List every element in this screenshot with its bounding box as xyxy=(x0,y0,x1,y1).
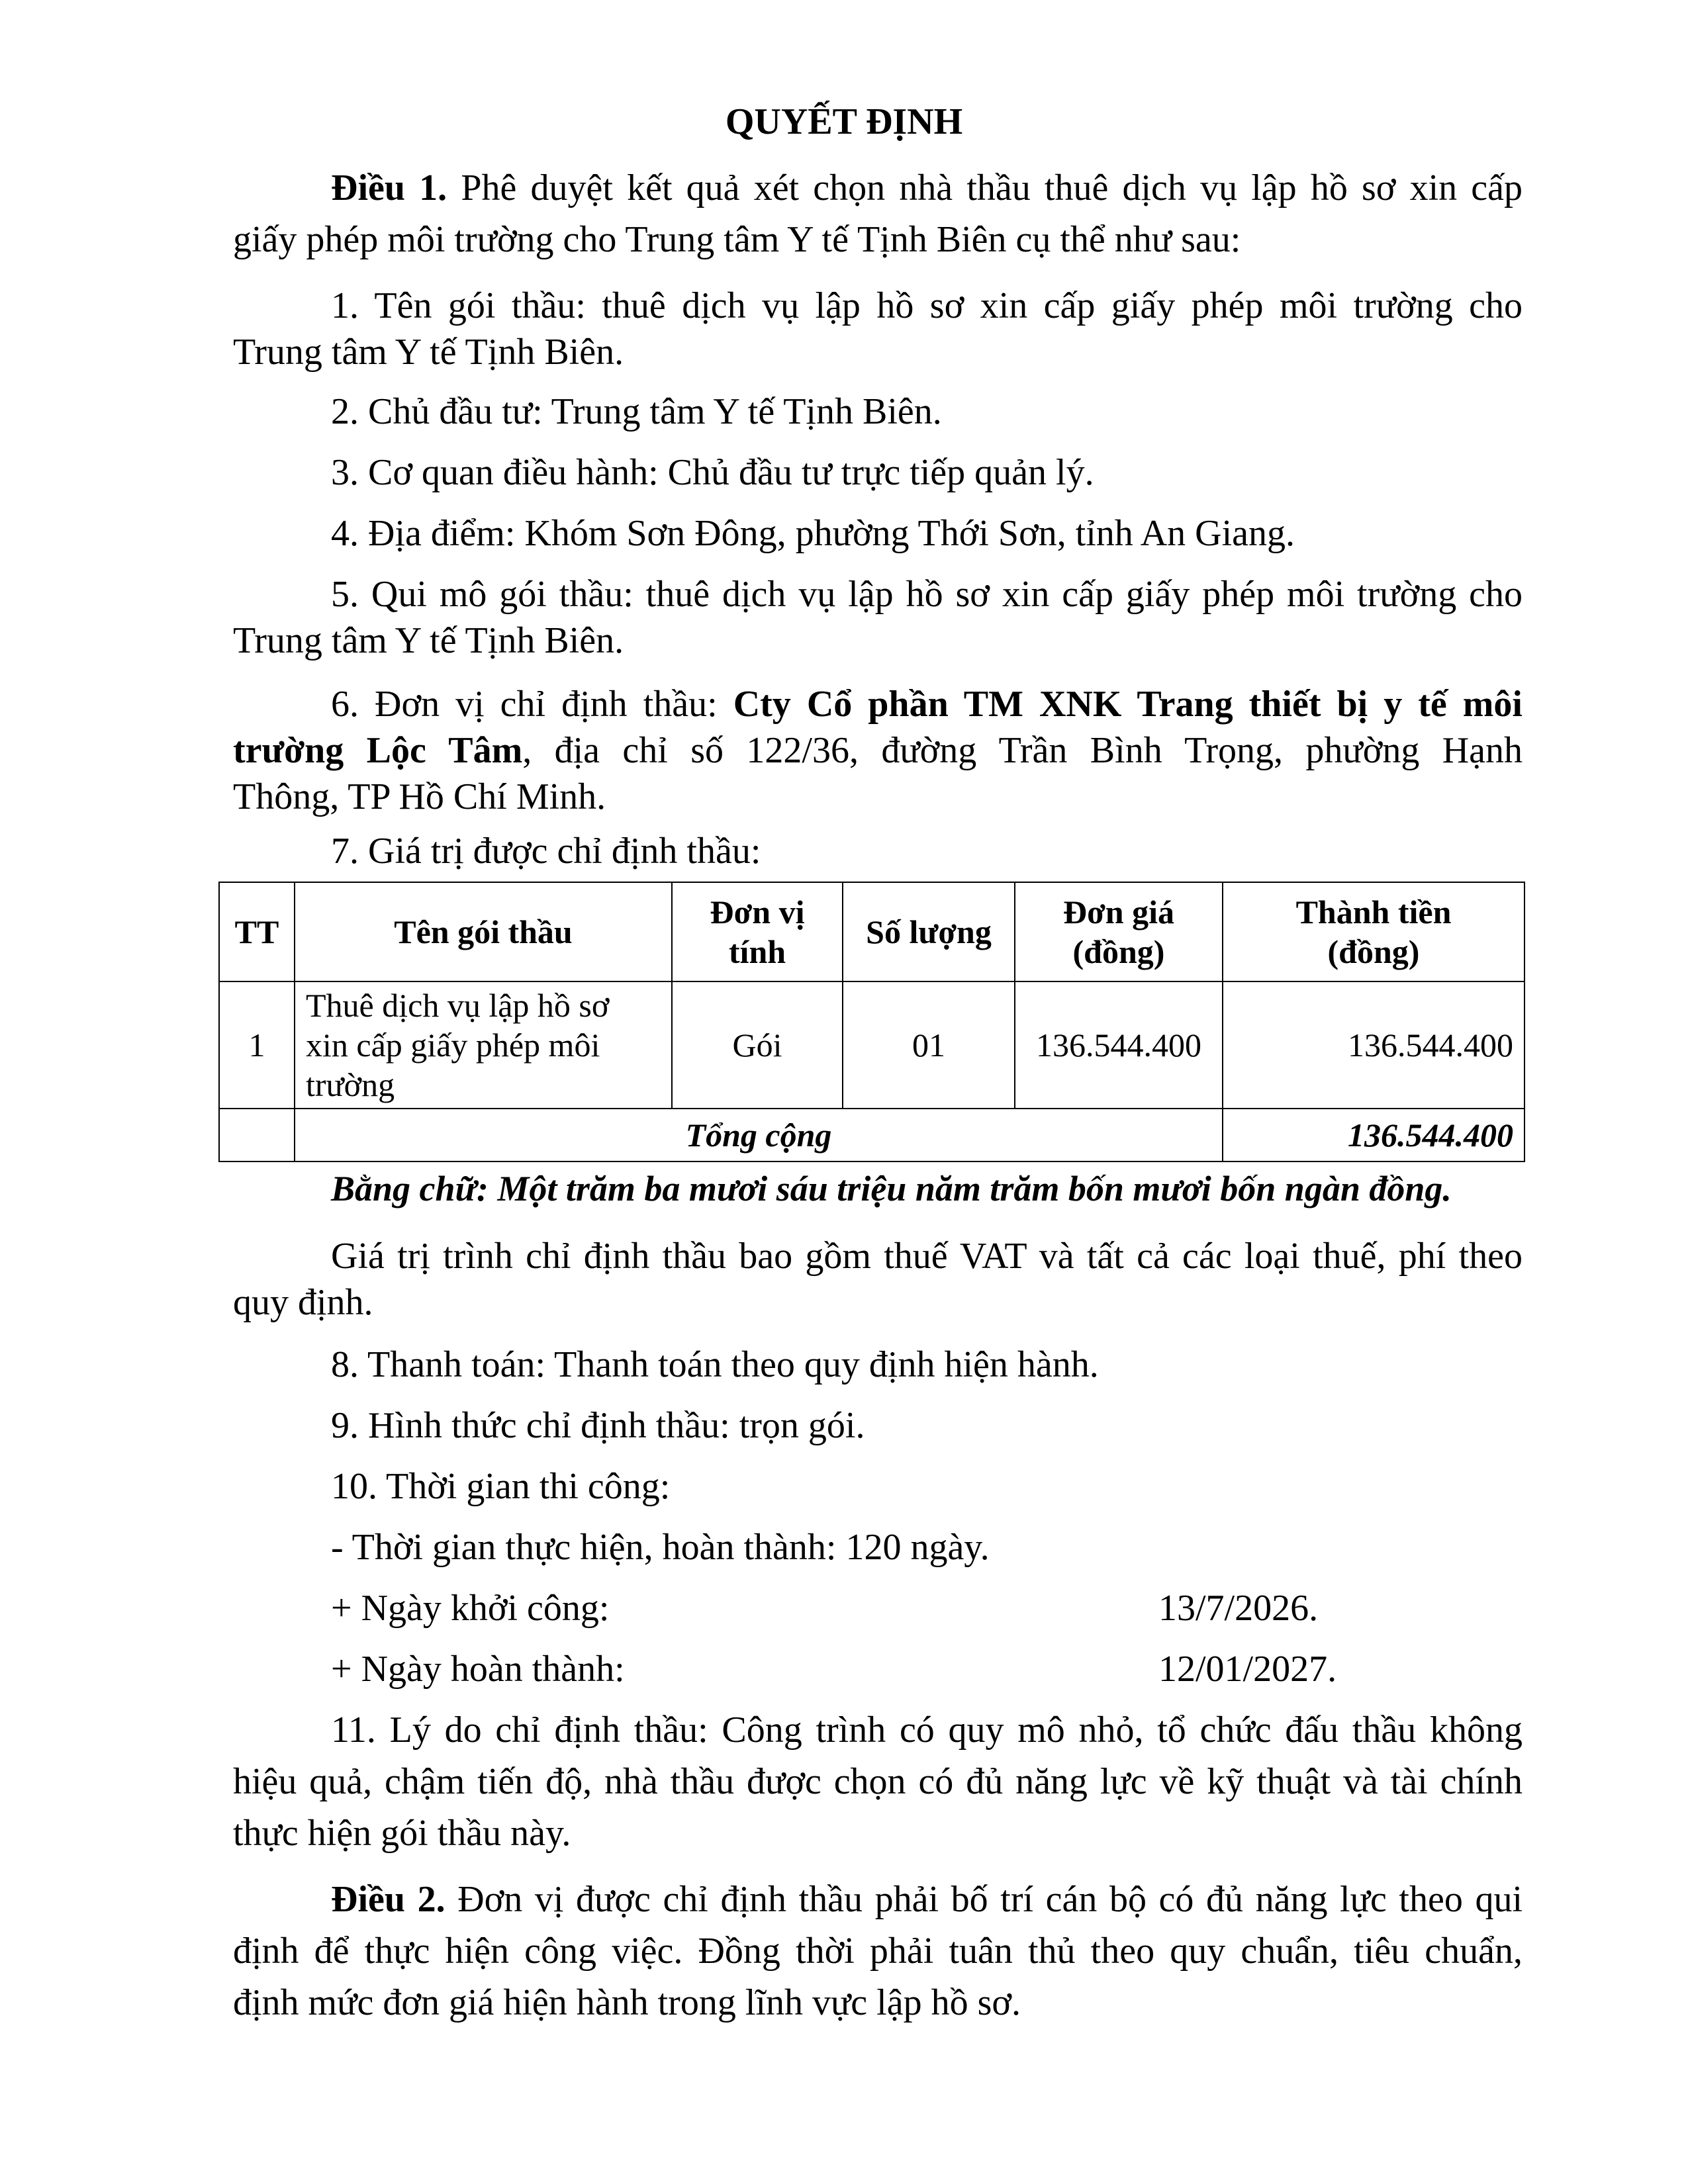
article-1-label: Điều 1. xyxy=(331,167,447,208)
cell-amount: 136.544.400 xyxy=(1223,981,1524,1109)
contractor-name: Cty Cổ phần TM XNK Trang thiết bị y tế môi xyxy=(733,684,1523,725)
document-title: QUYẾT ĐỊNH xyxy=(725,101,963,142)
header-quantity: Số lượng xyxy=(843,882,1015,981)
item-10: 10. Thời gian thi công: xyxy=(331,1466,671,1507)
item-5-line-2: Trung tâm Y tế Tịnh Biên. xyxy=(233,620,624,661)
header-unit: Đơn vị tính xyxy=(672,882,843,981)
cell-tt: 1 xyxy=(219,981,295,1109)
item-4: 4. Địa điểm: Khóm Sơn Đông, phường Thới Sơn, tỉnh An Giang. xyxy=(331,513,1295,554)
header-amount: Thành tiền (đồng) xyxy=(1223,882,1524,981)
header-tt: TT xyxy=(219,882,295,981)
table-header-row xyxy=(219,882,1524,981)
item-11-line-1: 11. Lý do chỉ định thầu: Công trình có quy mô nhỏ, tổ chức đấu thầu không xyxy=(331,1709,1523,1751)
cell-quantity: 01 xyxy=(843,981,1015,1109)
item-11-line-2: hiệu quả, chậm tiến độ, nhà thầu được chọn có đủ năng lực về kỹ thuật và tài chính xyxy=(233,1761,1523,1802)
article-2-line-1: Điều 2. Đơn vị được chỉ định thầu phải bố trí cán bộ có đủ năng lực theo qui xyxy=(331,1879,1523,1920)
cell-unit-price: 136.544.400 xyxy=(1015,981,1223,1109)
vat-note-line-1: Giá trị trình chỉ định thầu bao gồm thuế VAT và tất cả các loại thuế, phí theo xyxy=(331,1236,1523,1277)
item-1-line-1: 1. Tên gói thầu: thuê dịch vụ lập hồ sơ xin cấp giấy phép môi trường cho xyxy=(331,285,1523,326)
price-table xyxy=(218,882,1525,1162)
cell-total-blank xyxy=(219,1109,295,1161)
amount-in-words: Bằng chữ: Một trăm ba mươi sáu triệu năm trăm bốn mươi bốn ngàn đồng. xyxy=(331,1169,1452,1208)
vat-note-line-2: quy định. xyxy=(233,1282,373,1323)
article-1-line-2: giấy phép môi trường cho Trung tâm Y tế Tịnh Biên cụ thể như sau: xyxy=(233,219,1241,260)
contractor-name-cont: trường Lộc Tâm xyxy=(233,730,523,771)
duration-line: - Thời gian thực hiện, hoàn thành: 120 ngày. xyxy=(331,1527,990,1568)
item-6-line-3: Thông, TP Hồ Chí Minh. xyxy=(233,776,606,817)
total-value: 136.544.400 xyxy=(1223,1109,1524,1161)
article-2-line-3: định mức đơn giá hiện hành trong lĩnh vực lập hồ sơ. xyxy=(233,1982,1021,2023)
finish-date: 12/01/2027. xyxy=(1158,1649,1337,1690)
item-6-line-2: trường Lộc Tâm, địa chỉ số 122/36, đường Trần Bình Trọng, phường Hạnh xyxy=(233,730,1523,771)
table-total-row xyxy=(219,1109,1524,1161)
article-2-label: Điều 2. xyxy=(331,1879,445,1920)
header-unit-price: Đơn giá (đồng) xyxy=(1015,882,1223,981)
item-9: 9. Hình thức chỉ định thầu: trọn gói. xyxy=(331,1405,865,1446)
item-1-line-2: Trung tâm Y tế Tịnh Biên. xyxy=(233,332,624,373)
cell-unit: Gói xyxy=(672,981,843,1109)
item-7: 7. Giá trị được chỉ định thầu: xyxy=(331,831,761,872)
finish-date-line: + Ngày hoàn thành: 12/01/2027. xyxy=(331,1647,1523,1692)
start-date-line: + Ngày khởi công: 13/7/2026. xyxy=(331,1586,1523,1631)
item-5-line-1: 5. Qui mô gói thầu: thuê dịch vụ lập hồ sơ xin cấp giấy phép môi trường cho xyxy=(331,574,1523,615)
article-1-line-1: Điều 1. Phê duyệt kết quả xét chọn nhà thầu thuê dịch vụ lập hồ sơ xin cấp xyxy=(331,167,1523,208)
item-11-line-3: thực hiện gói thầu này. xyxy=(233,1813,571,1854)
start-date: 13/7/2026. xyxy=(1158,1588,1319,1629)
cell-package-name: Thuê dịch vụ lập hồ sơ xin cấp giấy phép môi trường xyxy=(295,981,672,1109)
item-6-line-1: 6. Đơn vị chỉ định thầu: Cty Cổ phần TM XNK Trang thiết bị y tế môi xyxy=(331,684,1523,725)
item-2: 2. Chủ đầu tư: Trung tâm Y tế Tịnh Biên. xyxy=(331,391,942,432)
item-8: 8. Thanh toán: Thanh toán theo quy định hiện hành. xyxy=(331,1344,1099,1385)
header-package-name: Tên gói thầu xyxy=(295,882,672,981)
total-label: Tổng cộng xyxy=(295,1109,1223,1161)
item-3: 3. Cơ quan điều hành: Chủ đầu tư trực tiếp quản lý. xyxy=(331,452,1094,493)
article-2-line-2: định để thực hiện công việc. Đồng thời phải tuân thủ theo quy chuẩn, tiêu chuẩn, xyxy=(233,1931,1523,1972)
table-row xyxy=(219,981,1524,1109)
